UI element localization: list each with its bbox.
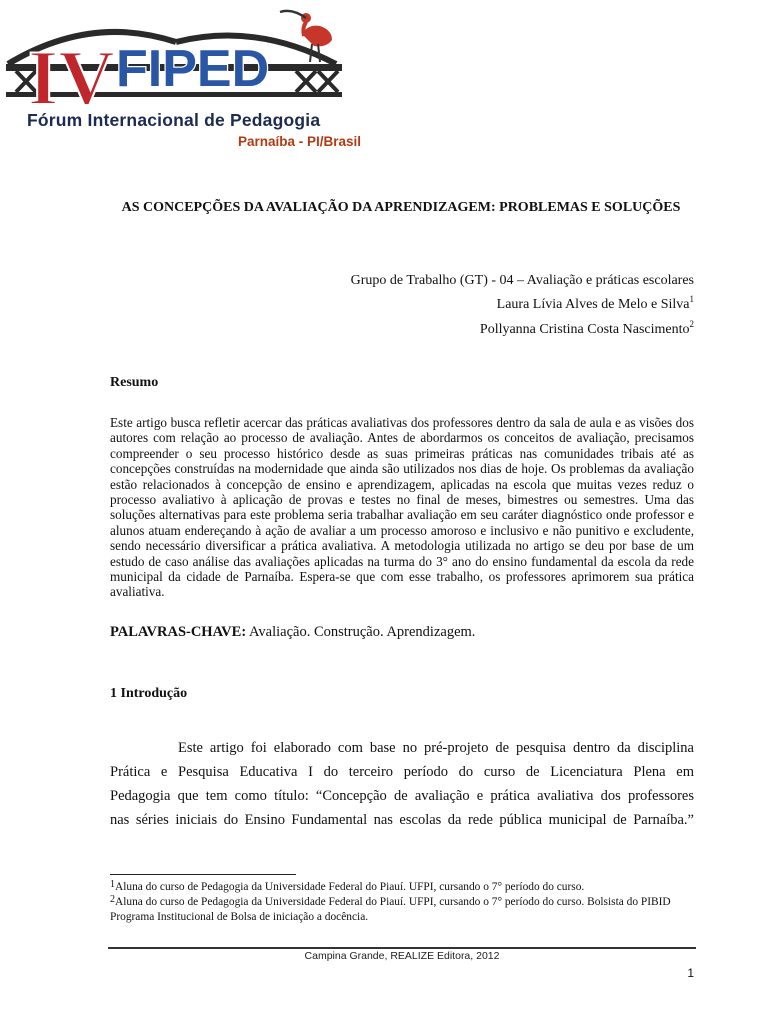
keywords-text: Avaliação. Construção. Aprendizagem. [249,624,476,640]
logo-roman-numeral: IV [28,34,115,108]
introduction-line: Prática e Pesquisa Educativa I do terceiro período do curso de Licenciatura Plena em [110,764,694,780]
logo-subtitle: Fórum Internacional de Pedagogia [27,110,321,130]
footnote-1 [110,880,696,895]
footer-publisher: Campina Grande, REALIZE Editora, 2012 [304,950,500,962]
footer-divider [108,947,696,949]
footnote-2 [110,895,696,925]
ibis-bird-icon [280,11,332,62]
logo-acronym: FIPED [116,40,270,98]
introduction-paragraph [110,736,694,832]
footnote-1-text: Aluna do curso de Pedagogia da Universidade Federal do Piauí. UFPI, cursando o 7° período do curso. [115,881,585,893]
abstract-text: Este artigo busca refletir acercar das práticas avaliativas dos professores dentro da sala de aula e as visões dos autores com relação ao processo de avaliação. Antes de abordarmos os conceitos de avaliação, precisamos compreender o seu processo histórico desde as suas primeiras práticas nas comunidades tribais até as concepções construídas na modernidade que ainda são utilizados nos dias de hoje. Os problemas da avaliação estão relacionados à concepção de ensino e aprendizagem, aplicadas na escola que muitas vezes reduz o processo avaliativo à aplicação de provas e testes no final de meses, bimestres ou semestres. Uma das soluções alternativas para este problema seria trabalhar avaliação em seu caráter diagnóstico onde professor e alunos atuam endereçando à ação de avaliar a um processo amoroso e inclusivo e não punitivo e excludente, sendo necessário diversificar a prática avaliativa. A metodologia utilizada no artigo se deu por base de um estudo de caso análise das avaliações aplicadas na turma do 3° ano do ensino fundamental da escola da rede municipal da cidade de Parnaíba. Espera-se que com esse trabalho, os professores aprimorem sua prática avaliativa. [110,415,694,600]
introduction-line: Este artigo foi elaborado com base no pré-projeto de pesquisa dentro da disciplina [178,740,694,756]
event-logo [6,4,362,150]
article-title: AS CONCEPÇÕES DA AVALIAÇÃO DA APRENDIZAGEM: PROBLEMAS E SOLUÇÕES [121,200,681,215]
bridge-ibis-logo-graphic [6,4,344,108]
author-2-name: Pollyanna Cristina Costa Nascimento [479,322,690,337]
abstract-heading: Resumo [110,375,159,390]
author-1-footnote-ref: 1 [689,294,694,304]
logo-city: Parnaíba - PI/Brasil [238,134,362,149]
introduction-line: Pedagogia que tem como título: “Concepção de avaliação e prática avaliativa dos professores [110,788,694,804]
page-number: 1 [687,966,694,980]
author-1-name: Laura Lívia Alves de Melo e Silva [496,297,690,312]
working-group: Grupo de Trabalho (GT) - 04 – Avaliação e práticas escolares [350,273,694,288]
introduction-heading: 1 Introdução [110,686,188,701]
author-2-footnote-ref: 2 [689,319,694,329]
keywords-label: PALAVRAS-CHAVE: [110,624,247,640]
author-1 [496,294,694,313]
footnote-1-mark: 1 [110,879,115,890]
footnote-divider [110,874,296,875]
footnote-2-text: Aluna do curso de Pedagogia da Universidade Federal do Piauí. UFPI, cursando o 7° período do curso. Bolsista do PIBID Programa Institucional de Bolsa de iniciação a docência. [110,896,671,923]
introduction-line: nas séries iniciais do Ensino Fundamental nas escolas da rede pública municipal de Parnaíba.” [110,812,694,828]
footnote-2-mark: 2 [110,894,115,905]
keywords [110,624,475,641]
author-2 [479,319,694,338]
footnotes [110,880,696,925]
